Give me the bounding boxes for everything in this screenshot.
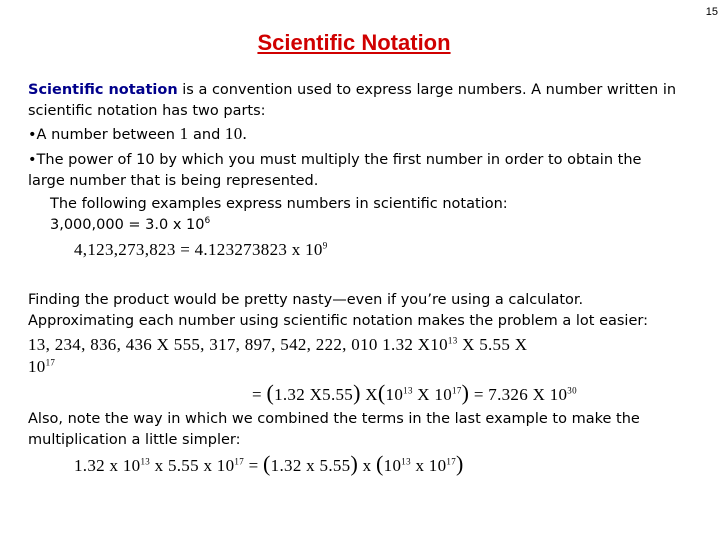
- examples-header: The following examples express numbers in scientific notation:: [50, 196, 508, 212]
- final-p1: 1.32 x 5.55: [270, 456, 351, 475]
- product-line-1: Finding the product would be pretty nasty—even if you’re using a calculator.: [28, 292, 584, 308]
- product-line-2: Approximating each number using scientific notation makes the problem a lot easier:: [28, 313, 648, 329]
- slide-number: 15: [705, 6, 718, 18]
- expr1-main: 13, 234, 836, 436 X 555, 317, 897, 542, 222, 010 1.32 X10: [28, 335, 448, 354]
- result-p2a: 10: [385, 385, 404, 404]
- product-expression-1: [28, 335, 527, 355]
- expr2-exp: 17: [45, 357, 56, 368]
- bullet-2-line-1: •The power of 10 by which you must multiply the first number in order to obtain the: [28, 152, 642, 168]
- final-a: 1.32 x 10: [74, 456, 141, 475]
- final-a-exp: 13: [140, 456, 151, 467]
- result-eq: =: [252, 385, 267, 404]
- final-b-exp: 17: [234, 456, 245, 467]
- expr1-tail: X 5.55 X: [457, 335, 528, 354]
- result-p2a-exp: 13: [403, 385, 413, 396]
- final-eq: =: [244, 456, 264, 475]
- intro-term: Scientific notation: [28, 82, 178, 98]
- bullet-1-prefix: •A number between: [28, 127, 180, 143]
- slide-title: Scientific Notation: [257, 30, 451, 55]
- final-mid: x: [358, 456, 377, 475]
- example-2: [74, 240, 328, 260]
- final-b: x 5.55 x 10: [150, 456, 235, 475]
- note-line-1: Also, note the way in which we combined the terms in the last example to make the: [28, 411, 640, 427]
- note-line-2: multiplication a little simpler:: [28, 432, 241, 448]
- expr2-base: 10: [28, 357, 46, 376]
- result-x: X: [360, 385, 378, 404]
- result-p2b-exp: 17: [452, 385, 462, 396]
- example-2-base: 4,123,273,823 = 4.123273823 x 10: [74, 240, 323, 259]
- result-end-exp: 30: [567, 385, 577, 396]
- final-expression: 1.32 x $10^{13}$ x 5.55 x $10^{17} = (1.32$ x 5.55) x ($10^{13}$ x $10^{17}$): [74, 451, 464, 476]
- product-expression-2: [28, 357, 55, 377]
- bullet-2-line-2: large number that is being represented.: [28, 173, 319, 189]
- example-1: [50, 215, 210, 235]
- bullet-1-and: and: [188, 127, 225, 143]
- bullet-1-one: 1: [179, 124, 189, 143]
- expr1-exp: 13: [447, 335, 458, 346]
- result-p1: 1.32 X5.55: [274, 385, 354, 404]
- bullet-1: [28, 124, 247, 145]
- result-p2-mid: X 10: [412, 385, 453, 404]
- bullet-1-end: .: [242, 124, 248, 143]
- example-1-base: 3,000,000 = 3.0 x 10: [50, 217, 205, 233]
- intro-line-1: [28, 80, 676, 100]
- final-p2a: 10: [383, 456, 402, 475]
- product-result: = (1.32 X5.55) $X(10^{13}$ X $10^{17}) = 7.326$ X $10^{30}$: [252, 380, 577, 405]
- intro-line-2: scientific notation has two parts:: [28, 103, 266, 119]
- example-1-exp: 6: [204, 216, 211, 227]
- result-end: = 7.326 X 10: [469, 385, 568, 404]
- example-2-exp: 9: [322, 240, 328, 251]
- final-p2-mid: x 10: [410, 456, 447, 475]
- final-p2b-exp: 17: [446, 456, 456, 467]
- final-p2a-exp: 13: [401, 456, 411, 467]
- bullet-1-ten: 10: [224, 124, 243, 143]
- intro-text: is a convention used to express large numbers. A number written in: [177, 82, 677, 98]
